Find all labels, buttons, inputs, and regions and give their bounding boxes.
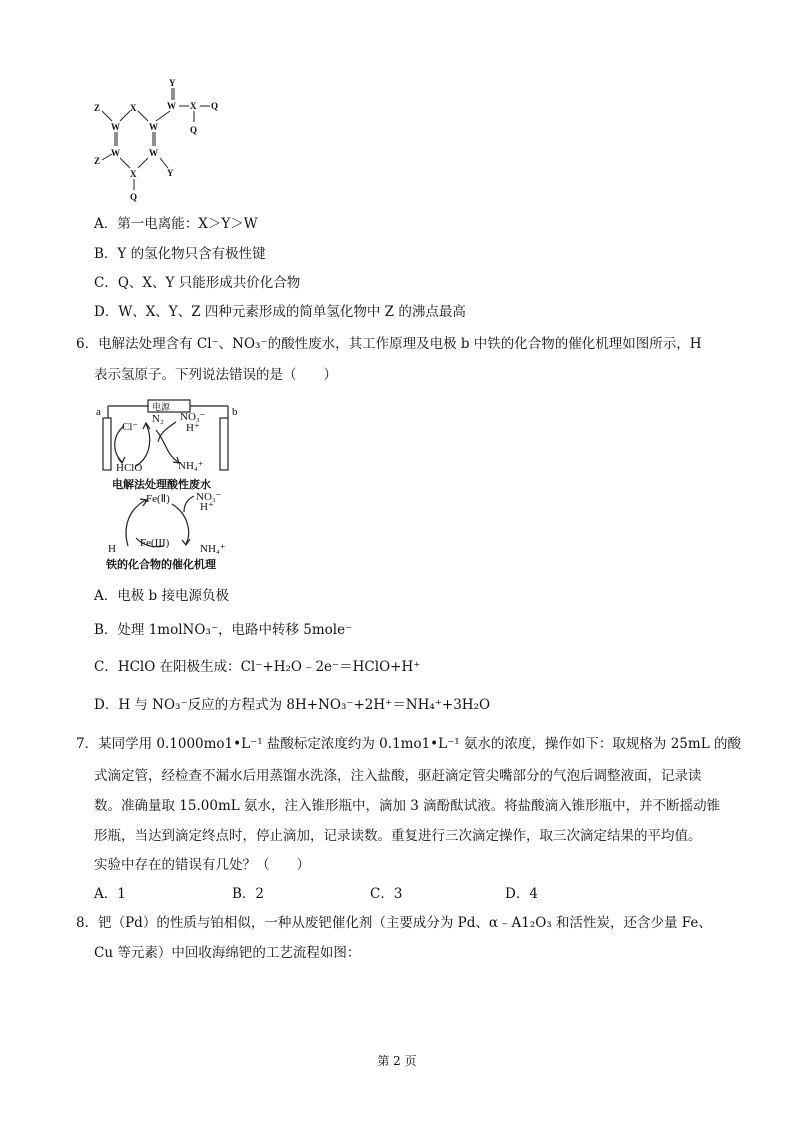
- q7-line1: 7．某同学用 0.1000mo1•L⁻¹ 盐酸标定浓度约为 0.1mo1•L⁻¹ 氨水的浓度，操作如下：取规格为 25mL 的酸: [76, 736, 741, 752]
- q7-option-a: A．1: [94, 886, 126, 902]
- q5-atom-z2: Z: [94, 156, 101, 166]
- q5-option-c: C．Q、X、Y 只能形成共价化合物: [94, 275, 301, 291]
- q5-atom-q-below: Q: [190, 125, 198, 135]
- q6-no3-cycle-label: NO₃⁻: [196, 491, 222, 503]
- q6-no3-label: NO₃⁻: [180, 411, 206, 423]
- q5-atom-q-bottom: Q: [130, 192, 138, 202]
- q6-caption-electrolysis: 电解法处理酸性废水: [112, 479, 211, 491]
- q5-option-a: A．第一电离能：X＞Y＞W: [94, 216, 258, 232]
- q7-option-d: D．4: [505, 886, 538, 902]
- q5-option-b: B．Y 的氢化物只含有极性键: [94, 246, 266, 262]
- q5-atom-z1: Z: [94, 103, 101, 113]
- q5-atom-w4: W: [149, 148, 158, 158]
- q6-nh4-cycle-label: NH₄⁺: [200, 543, 226, 555]
- q7-line5: 实验中存在的错误有几处？（ ）: [94, 857, 310, 873]
- q6-caption-mechanism: 铁的化合物的催化机理: [106, 559, 216, 571]
- q6-hclo-label: HClO: [116, 462, 143, 474]
- q8-line1: 8．钯（Pd）的性质与铂相似，一种从废钯催化剂（主要成分为 Pd、α﹣A1₂O₃ 和活性炭，还含少量 Fe、: [76, 915, 712, 931]
- q5-atom-q-right: Q: [211, 101, 219, 111]
- q6-power-label: 电源: [152, 402, 171, 412]
- q8-line2: Cu 等元素）中回收海绵钯的工艺流程如图：: [94, 945, 361, 961]
- q5-atom-w1: W: [111, 122, 120, 132]
- q6-hplus-label: H⁺: [186, 422, 200, 434]
- q6-cl-label: Cl⁻: [122, 421, 139, 433]
- q5-atom-x-bottom: X: [130, 169, 137, 179]
- q7-line2: 式滴定管，经检查不漏水后用蒸馏水洗涤，注入盐酸，驱赶滴定管尖嘴部分的气泡后调整液面，记录读: [94, 768, 702, 784]
- q6-fe3-label: Fe(III): [140, 537, 170, 549]
- q6-option-d: D．H 与 NO₃⁻反应的方程式为 8H+NO₃⁻+2H⁺＝NH₄⁺+3H₂O: [94, 697, 491, 713]
- q5-atom-w2: W: [149, 122, 158, 132]
- q5-atom-w-top: W: [167, 101, 176, 111]
- q7-line4: 形瓶，当达到滴定终点时，停止滴加，记录读数。重复进行三次滴定操作，取三次滴定结果的平均值。: [94, 828, 702, 844]
- q6-h-label: H: [108, 543, 116, 555]
- q7-line3: 数。准确量取 15.00mL 氨水，注入锥形瓶中，滴加 3 滴酚酞试液。将盐酸滴入锥形瓶中，并不断摇动锥: [94, 798, 721, 814]
- q6-hplus-cycle-label: H⁺: [200, 501, 214, 513]
- q5-atom-y-right: Y: [167, 168, 174, 178]
- q6-stem-line2: 表示氢原子。下列说法错误的是（ ）: [94, 367, 337, 383]
- q6-option-c: C．HClO 在阳极生成：Cl⁻+H₂O﹣2e⁻＝HClO+H⁺: [94, 659, 421, 675]
- q6-n2-label: N₂: [152, 413, 164, 425]
- q6-nh4-label: NH₄⁺: [178, 460, 204, 472]
- q6-fe2-label: Fe(Ⅱ): [146, 493, 170, 505]
- page-number: 第 2 页: [377, 1054, 417, 1068]
- q6-electrolysis-diagram: [94, 396, 244, 576]
- q5-atom-y-top: Y: [169, 78, 176, 88]
- q5-option-d: D．W、X、Y、Z 四种元素形成的简单氢化物中 Z 的沸点最高: [94, 304, 466, 320]
- q5-atom-x-right: X: [190, 101, 197, 111]
- q5-atom-x1: X: [130, 103, 137, 113]
- q5-atom-w3: W: [111, 148, 120, 158]
- q6-electrode-a: a: [96, 406, 101, 418]
- q6-electrode-b: b: [232, 406, 238, 418]
- q6-stem-line1: 6．电解法处理含有 Cl⁻、NO₃⁻的酸性废水，其工作原理及电极 b 中铁的化合物的催化机理如图所示，H: [76, 336, 702, 352]
- q7-option-b: B．2: [232, 886, 265, 902]
- q6-option-b: B．处理 1molNO₃⁻，电路中转移 5mole⁻: [94, 622, 353, 638]
- q5-structure-diagram: [86, 76, 236, 206]
- q7-option-c: C．3: [370, 886, 403, 902]
- q6-option-a: A．电极 b 接电源负极: [94, 588, 229, 604]
